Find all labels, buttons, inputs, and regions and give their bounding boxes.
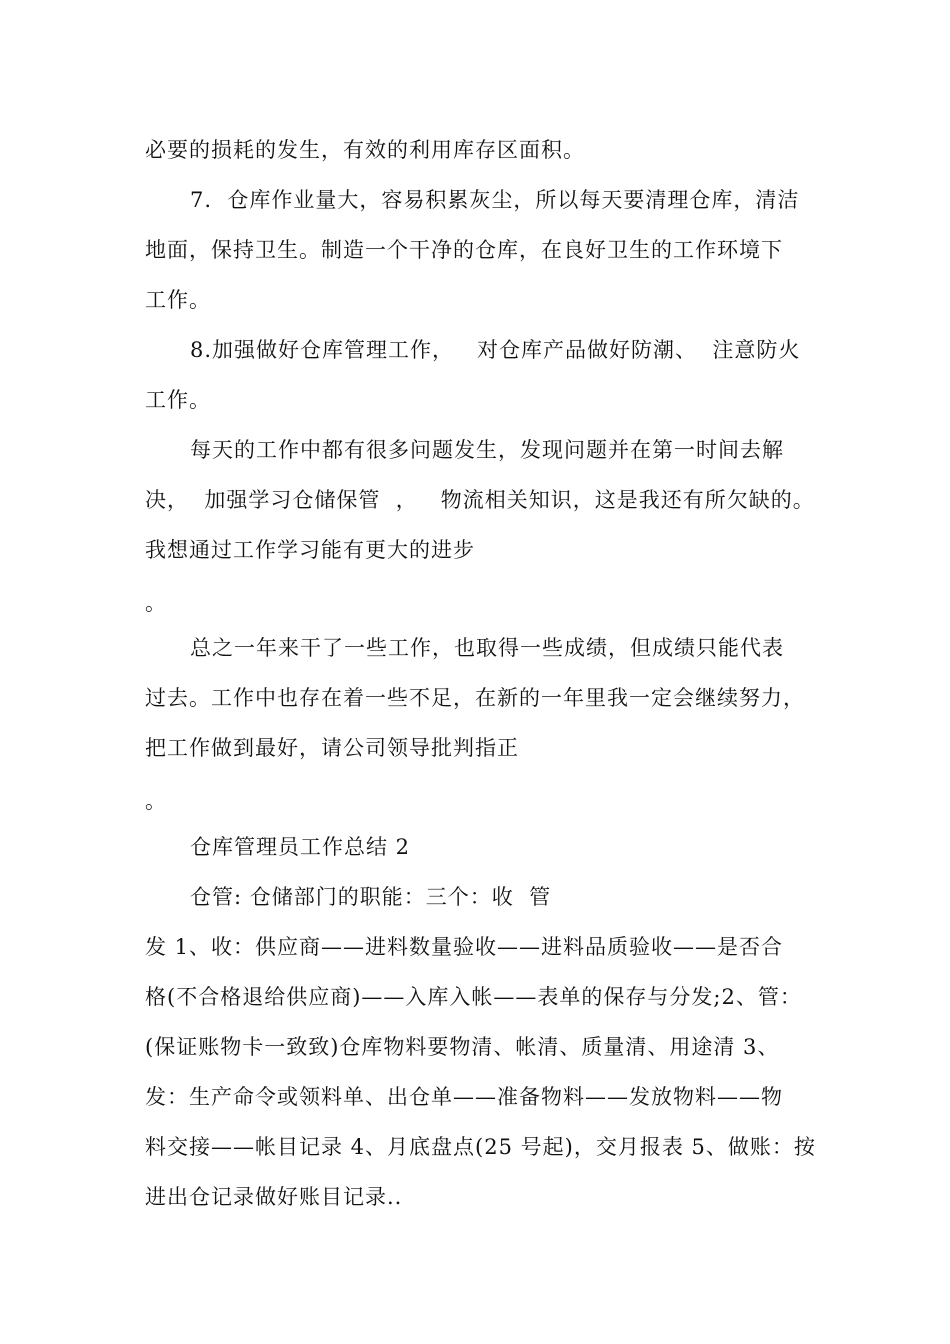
text-line: 工作。 — [145, 388, 211, 412]
text-line: 把工作做到最好，请公司领导批判指正 — [145, 736, 519, 760]
text-line: 地面，保持卫生。制造一个干净的仓库，在良好卫生的工作环境下 — [145, 238, 783, 262]
text-line: 我想通过工作学习能有更大的进步 — [145, 538, 475, 562]
text-line: 。 — [145, 789, 167, 813]
text-line: 。 — [145, 591, 167, 615]
text-line: 7. 仓库作业量大，容易积累灰尘，所以每天要清理仓库，清洁 — [190, 188, 800, 212]
text-line: 料交接——帐目记录 4、月底盘点(25 号起)，交月报表 5、做账：按 — [145, 1135, 816, 1159]
text-line: 必要的损耗的发生，有效的利用库存区面积。 — [145, 138, 585, 162]
text-line: 每天的工作中都有很多问题发生，发现问题并在第一时间去解 — [190, 438, 784, 462]
section-heading: 仓库管理员工作总结 2 — [190, 835, 411, 859]
text-line: 工作。 — [145, 288, 211, 312]
text-line: 过去。工作中也存在着一些不足，在新的一年里我一定会继续努力， — [145, 686, 805, 710]
text-line: 8.加强做好仓库管理工作， 对仓库产品做好防潮、 注意防火 — [190, 338, 801, 362]
text-line: 进出仓记录做好账目记录.. — [145, 1185, 403, 1209]
text-line: 发：生产命令或领料单、出仓单——准备物料——发放物料——物 — [145, 1085, 783, 1109]
text-line: 发 1、收：供应商——进料数量验收——进料品质验收——是否合 — [145, 935, 784, 959]
text-line: 仓管: 仓储部门的职能：三个：收 管 — [190, 885, 552, 909]
text-line: 格(不合格退给供应商)——入库入帐——表单的保存与分发;2、管： — [145, 985, 802, 1009]
text-line: 总之一年来干了一些工作，也取得一些成绩，但成绩只能代表 — [190, 636, 784, 660]
text-line: 决， 加强学习仓储保管 ， 物流相关知识，这是我还有所欠缺的。 — [145, 488, 815, 512]
text-line: (保证账物卡一致致)仓库物料要物清、帐清、质量清、用途清 3、 — [145, 1035, 780, 1059]
